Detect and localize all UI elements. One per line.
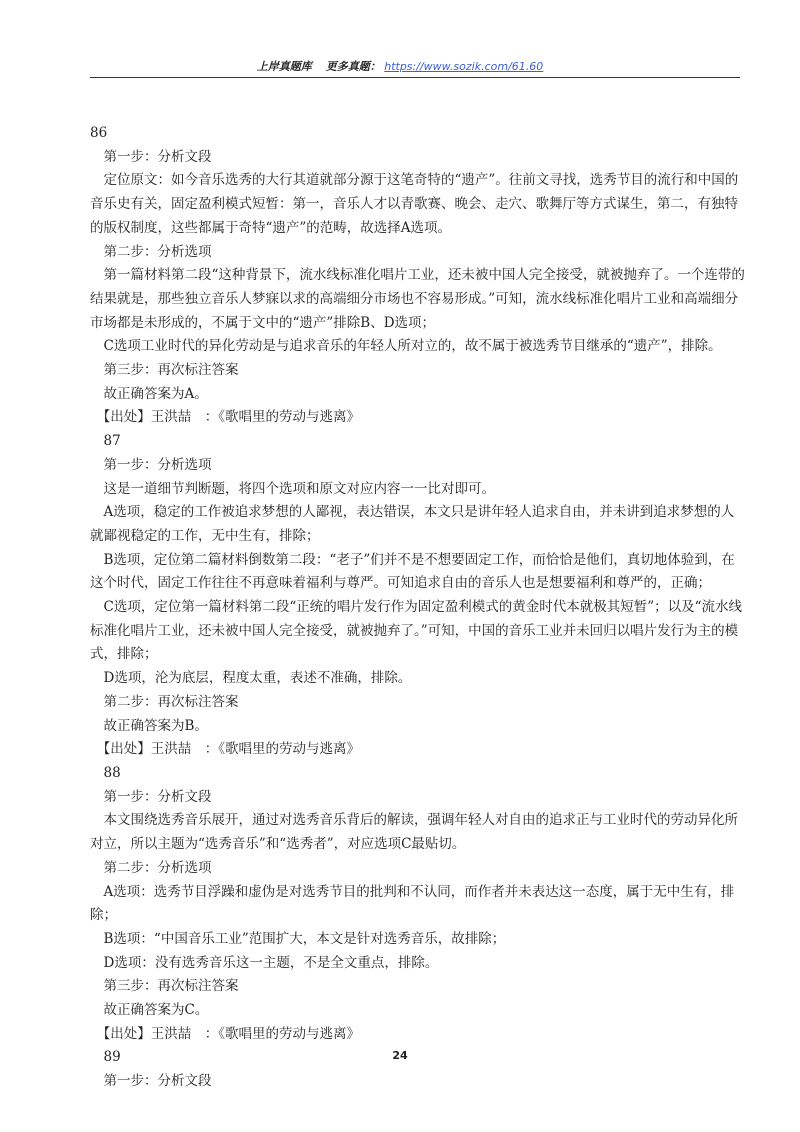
doc-line: A选项：选秀节目浮躁和虚伪是对选秀节目的批判和不认同，而作者并未表达这一态度，属于无中生有，排除； bbox=[90, 883, 735, 924]
doc-line: 第三步：再次标注答案 bbox=[90, 362, 239, 379]
header-link[interactable]: https://www.sozik.com/61.60 bbox=[384, 60, 544, 73]
doc-line: A选项，稳定的工作被追求梦想的人鄙视，表达错误，本文只是讲年轻人追求自由，并未讲到追求梦想的人就鄙视稳定的工作，无中生有，排除； bbox=[90, 504, 735, 544]
doc-line: 89 bbox=[90, 1049, 121, 1066]
page-number: 24 bbox=[392, 1049, 408, 1062]
doc-line: 第一篇材料第二段“这种背景下，流水线标准化唱片工业，还未被中国人完全接受，就被抛弃了。一个连带的结果就是，那些独立音乐人梦寐以求的高端细分市场也不容易形成。”可知，流水线标准化唱片工业和高端细分市场都是未形成的，不属于文中的“遗产”排除B、D选项； bbox=[90, 267, 745, 331]
doc-line: D选项，沦为底层，程度太重，表述不准确，排除。 bbox=[90, 670, 412, 687]
doc-line: 定位原文：如今音乐选秀的大行其道就部分源于这笔奇特的“遗产”。往前文寻找，选秀节目的流行和中国的音乐史有关，固定盈利模式短暂：第一，音乐人才以青歌赛、晚会、走穴、歌舞厅等方式谋生，第二，有独特的版权制度，这些都属于奇特“遗产”的范畴，故选择A选项。 bbox=[90, 172, 739, 236]
doc-line: 第一步：分析文段 bbox=[90, 1073, 212, 1090]
doc-line: C选项，定位第一篇材料第二段“正统的唱片发行作为固定盈利模式的黄金时代本就极其短暂”；以及“流水线标准化唱片工业，还未被中国人完全接受，就被抛弃了。”可知，中国的音乐工业并未回归以唱片发行为主的模式，排除； bbox=[90, 599, 743, 663]
doc-line: D选项：没有选秀音乐这一主题，不是全文重点，排除。 bbox=[90, 954, 439, 971]
doc-line: 第三步：再次标注答案 bbox=[90, 978, 239, 995]
doc-line: 【出处】王洪喆 ：《歌唱里的劳动与逃离》 bbox=[90, 741, 360, 758]
doc-line: B选项：“中国音乐工业”范围扩大，本文是针对选秀音乐，故排除； bbox=[90, 930, 506, 947]
doc-line: 第一步：分析文段 bbox=[90, 148, 212, 165]
doc-line: 【出处】王洪喆 ：《歌唱里的劳动与逃离》 bbox=[90, 1025, 360, 1042]
doc-line: 故正确答案为C。 bbox=[90, 1002, 209, 1019]
doc-line: 第一步：分析选项 bbox=[90, 456, 212, 473]
header-divider bbox=[90, 77, 740, 78]
doc-line: 第二步：再次标注答案 bbox=[90, 693, 239, 710]
header-label: 更多真题： bbox=[325, 60, 381, 73]
document-body bbox=[90, 122, 745, 1094]
doc-line: 故正确答案为B。 bbox=[90, 717, 208, 734]
doc-line: 第二步：分析选项 bbox=[90, 859, 212, 876]
doc-line: 86 bbox=[90, 125, 108, 141]
doc-line: 第一步：分析文段 bbox=[90, 788, 212, 805]
doc-line: 87 bbox=[90, 433, 121, 450]
doc-line: C选项工业时代的异化劳动是与追求音乐的年轻人所对立的，故不属于被选秀节目继承的“遗产”，排除。 bbox=[90, 338, 722, 355]
doc-line: 本文围绕选秀音乐展开，通过对选秀音乐背后的解读，强调年轻人对自由的追求正与工业时代的劳动异化所对立，所以主题为“选秀音乐”和“选秀者”，对应选项C最贴切。 bbox=[90, 812, 738, 853]
doc-line: 88 bbox=[90, 764, 121, 781]
doc-line: 【出处】王洪喆 ：《歌唱里的劳动与逃离》 bbox=[90, 409, 360, 426]
header-brand: 上岸真题库 bbox=[256, 60, 312, 73]
doc-line: 故正确答案为A。 bbox=[90, 385, 208, 402]
page-header bbox=[0, 60, 800, 74]
doc-line: 这是一道细节判断题，将四个选项和原文对应内容一一比对即可。 bbox=[90, 480, 495, 497]
doc-line: 第二步：分析选项 bbox=[90, 243, 212, 260]
doc-line: B选项，定位第二篇材料倒数第二段：“老子”们并不是不想要固定工作，而恰恰是他们，真切地体验到，在这个时代，固定工作往往不再意味着福利与尊严。可知追求自由的音乐人也是想要福利和尊严的，正确； bbox=[90, 551, 735, 592]
